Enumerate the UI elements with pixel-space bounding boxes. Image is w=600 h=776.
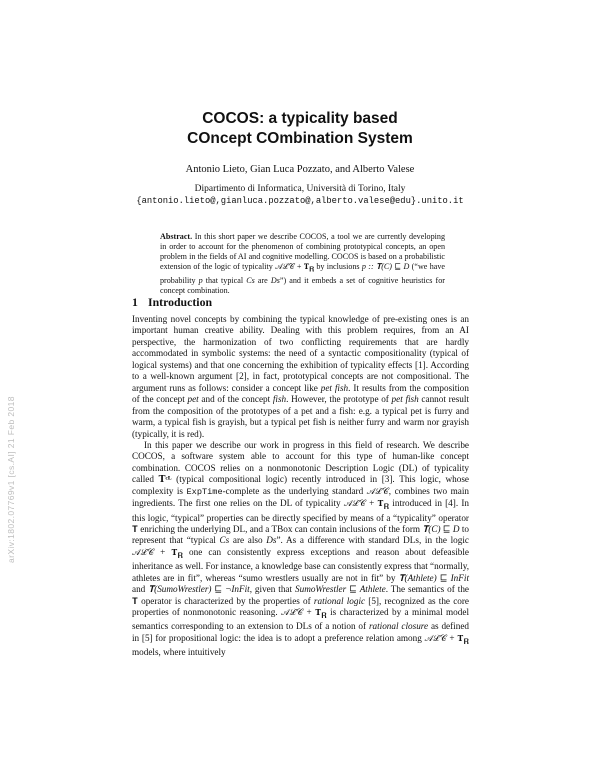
math-logic-alc-tr: 𝒜ℒ𝒞 + 𝐓 [275,262,310,271]
introduction-body [132,314,469,658]
author-emails: {antonio.lieto@,gianluca.pozzato@,alberto.valese@edu}.unito.it [136,196,464,206]
section-heading-introduction [132,295,212,310]
paper-title-line-2: COncept COmbination System [187,130,413,147]
paper-title-line-1: COCOS: a typicality based [202,110,398,127]
affiliation: Dipartimento di Informatica, Università di Torino, Italy [194,184,406,194]
section-title: Introduction [148,295,213,309]
section-number: 1 [132,295,138,309]
paragraph: Inventing novel concepts by combining the typical knowledge of pre-existing ones is an important human creative ability. Dealing with this problem requires, from an AI perspective, the harmonization of two conflicting requirements that are hardly accommodated in symbolic systems: the need of a syntactic compositionality (typical of logical systems) and that one concerning the exhibition of typicality effects [1]. According to a well-known argument [2], in fact, prototypical concepts are not compositional. The argument runs as follows: consider a concept like pet fish. It results from the composition of the concept pet and of the concept fish. However, the prototype of pet fish cannot result from the composition of the prototypes of a pet and a fish: e.g. a typical pet is furry and warm, a typical fish is grayish, but a typical pet fish is neither furry and warm nor grayish (typically, it is red). [132,314,469,439]
arxiv-watermark: arXiv:1802.07769v1 [cs.AI] 21 Feb 2018 [6,396,16,564]
math-logic-tcl: 𝐓ᶜᴸ [158,474,172,485]
author-list: Antonio Lieto, Gian Luca Pozzato, and Alberto Valese [185,164,415,175]
complexity-class: ExpTime [186,486,223,497]
abstract-label: Abstract. [160,232,193,241]
abstract: Abstract. In this short paper we describe COCOS, a tool we are currently developing in order to account for the phenomenon of combining prototypical concepts, an open problem in the fields of AI and cognitive modelling. COCOS is based on a probabilistic extension of the logic of typicality 𝒜ℒ𝒞 + 𝐓$_𝐑$ by inclusions p :: 𝐓(C) ⊑ D (“we have probability p that typical Cs are Ds”) and it embeds a set of cognitive heuristics for concept combination. [160,232,445,295]
paragraph: In this paper we describe our work in progress in this field of research. We describe COCOS, a software system able to account for this type of human-like concept combination. COCOS relies on a nonmonotonic Description Logic (DL) of typicality called 𝐓ᶜᴸ (typical compositional logic) recently introduced in [3]. This logic, whose complexity is ExpTime-complete as the underlying standard 𝒜ℒ𝒞, combines two main ingredients. The first one relies on the DL of typicality 𝒜ℒ𝒞 + 𝐓$_𝐑$ introduced in [4]. In this logic, “typical” properties can be directly specified by means of a “typicality” operator 𝐓 enriching the underlying DL, and a TBox can contain inclusions of the form 𝐓(C) ⊑ D to represent that “typical Cs are also Ds”. As a difference with standard DLs, in the logic 𝒜ℒ𝒞 + 𝐓$_𝐑$ one can consistently express exceptions and reason about defeasible inheritance as well. For instance, a knowledge base can consistently express that “normally, athletes are in fit”, whereas “sumo wrestlers usually are not in fit” by 𝐓(Athlete) ⊑ InFit and 𝐓(SumoWrestler) ⊑ ¬InFit, given that SumoWrestler ⊑ Athlete. The semantics of the 𝐓 operator is characterized by the properties of rational logic [5], recognized as the core properties of nonmonotonic reasoning. 𝒜ℒ𝒞 + 𝐓$_𝐑$ is characterized by a minimal model semantics corresponding to an extension to DLs of a notion of rational closure as defined in [5] for propositional logic: the idea is to adopt a preference relation among 𝒜ℒ𝒞 + 𝐓$_𝐑$ models, where intuitively [132,439,470,657]
math-inclusion: p :: 𝐓(C) ⊑ D [361,262,410,271]
